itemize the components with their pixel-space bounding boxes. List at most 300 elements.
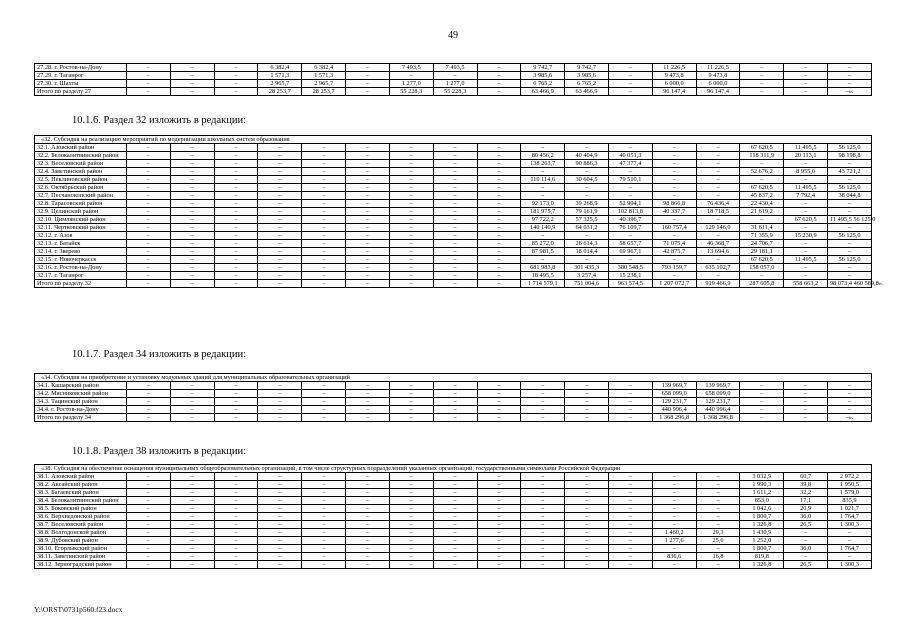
- table-cell: –: [565, 256, 609, 264]
- table-cell: –: [433, 152, 477, 160]
- table-cell: –: [170, 390, 214, 398]
- table-cell: –: [302, 513, 346, 521]
- table-cell: –: [696, 513, 740, 521]
- table-cell: –: [389, 264, 433, 272]
- table-cell: –: [258, 553, 302, 561]
- table-cell: –: [521, 192, 565, 200]
- table-cell: 69 967,1: [608, 248, 652, 256]
- table-cell: –: [258, 561, 302, 569]
- table-cell: 1 800,7: [740, 513, 784, 521]
- table-cell: –: [389, 144, 433, 152]
- table-cell: –: [521, 561, 565, 569]
- table-cell: –: [302, 256, 346, 264]
- table-cell: 1 300,3: [828, 521, 872, 529]
- table-cell: –: [389, 208, 433, 216]
- table-cell: –: [608, 513, 652, 521]
- table-cell: –: [170, 398, 214, 406]
- table-cell: –: [521, 406, 565, 414]
- table-cell: –: [477, 561, 521, 569]
- table-cell: –: [346, 168, 390, 176]
- table-cell: –: [521, 390, 565, 398]
- table-cell: 1 571,3: [302, 72, 346, 80]
- table-cell: –: [477, 537, 521, 545]
- table-cell: –: [565, 192, 609, 200]
- table-cell: 2 965,7: [302, 80, 346, 88]
- table-cell: –: [127, 414, 171, 422]
- table-row: [35, 168, 872, 176]
- table-row: [35, 192, 872, 200]
- table-cell: –: [302, 561, 346, 569]
- table-cell: –: [170, 64, 214, 72]
- table-cell: –: [433, 72, 477, 80]
- row-label: 38.2. Аксайский район: [35, 481, 127, 489]
- table-cell: –: [258, 280, 302, 288]
- table-cell: –: [214, 144, 258, 152]
- table-cell: –: [696, 256, 740, 264]
- table-cell: 28 253,7: [258, 88, 302, 96]
- table-cell: 55 228,3: [433, 88, 477, 96]
- table-cell: –: [127, 481, 171, 489]
- table-cell: 52 676,2: [740, 168, 784, 176]
- table-cell: –: [214, 176, 258, 184]
- table-cell: –: [214, 521, 258, 529]
- table-cell: –: [258, 224, 302, 232]
- table-cell: 58 657,7: [608, 240, 652, 248]
- table-cell: 98 073,4 460 589,8».: [828, 280, 872, 288]
- table-cell: –: [608, 497, 652, 505]
- table-caption: «38. Субсидия на обеспечение оснащения муниципальных общеобразовательных организаций, в том числе структурных подразделений указанных организаций, государственными символами Российской Федерации: [35, 465, 872, 473]
- table-cell: –: [258, 481, 302, 489]
- table-cell: 6 765,2: [565, 80, 609, 88]
- table-cell: –: [696, 152, 740, 160]
- row-label: 38.4. Белокалитвинский район: [35, 497, 127, 505]
- table-cell: –: [302, 489, 346, 497]
- table-cell: –: [477, 553, 521, 561]
- table-cell: 45 837,2: [740, 192, 784, 200]
- row-label: 32.8. Тарасовский район: [35, 200, 127, 208]
- table-row: [35, 176, 872, 184]
- table-cell: 1 460,2: [652, 529, 696, 537]
- table-cell: –: [170, 216, 214, 224]
- table-cell: –: [170, 152, 214, 160]
- table-cell: –: [696, 232, 740, 240]
- table-cell: –: [521, 168, 565, 176]
- table-cell: –: [127, 272, 171, 280]
- table-cell: –: [608, 168, 652, 176]
- table-row: [35, 208, 872, 216]
- table-cell: –: [127, 553, 171, 561]
- table-cell: –: [302, 192, 346, 200]
- table-cell: –: [477, 160, 521, 168]
- table-cell: –: [433, 176, 477, 184]
- table-cell: –: [433, 168, 477, 176]
- table-cell: 11 495,5: [784, 256, 828, 264]
- table-cell: –: [608, 72, 652, 80]
- heading-section-34: 10.1.7. Раздел 34 изложить в редакции:: [72, 349, 247, 360]
- table-cell: –: [302, 398, 346, 406]
- table-row: [35, 152, 872, 160]
- table-cell: 96 147,4: [652, 88, 696, 96]
- table-cell: –: [258, 144, 302, 152]
- table-cell: –: [346, 521, 390, 529]
- table-cell: –: [565, 561, 609, 569]
- table-cell: –: [608, 256, 652, 264]
- table-cell: 1 764,7: [828, 513, 872, 521]
- table-cell: –: [652, 256, 696, 264]
- table-cell: –: [828, 240, 872, 248]
- table-cell: –: [258, 521, 302, 529]
- table-cell: 129 231,7: [652, 398, 696, 406]
- table-cell: –: [565, 406, 609, 414]
- table-cell: 63 466,9: [565, 88, 609, 96]
- table-cell: 835,9: [828, 497, 872, 505]
- table-cell: –: [696, 272, 740, 280]
- table-cell: –: [346, 390, 390, 398]
- table-cell: –: [565, 398, 609, 406]
- table-cell: –: [214, 537, 258, 545]
- table-cell: –: [477, 272, 521, 280]
- row-label: 32.15. г. Новочеркасск: [35, 256, 127, 264]
- table-cell: –: [433, 184, 477, 192]
- table-cell: –: [608, 414, 652, 422]
- table-cell: –: [477, 481, 521, 489]
- table-cell: –: [127, 224, 171, 232]
- table-cell: –: [258, 232, 302, 240]
- table-cell: –: [433, 264, 477, 272]
- table-cell: 67 620,5: [740, 256, 784, 264]
- table-cell: –: [477, 88, 521, 96]
- table-cell: –: [214, 200, 258, 208]
- table-cell: –: [389, 406, 433, 414]
- table-cell: 139 969,7: [652, 382, 696, 390]
- table-cell: –: [127, 264, 171, 272]
- table-cell: –: [433, 497, 477, 505]
- table-cell: –: [784, 382, 828, 390]
- table-cell: –: [170, 272, 214, 280]
- table-cell: 64 031,2: [565, 224, 609, 232]
- table-cell: 1 571,3: [258, 72, 302, 80]
- table-cell: –: [127, 192, 171, 200]
- table-cell: –: [170, 160, 214, 168]
- table-cell: –: [258, 489, 302, 497]
- table-cell: –: [302, 216, 346, 224]
- table-cell: –: [346, 64, 390, 72]
- table-cell: –: [346, 224, 390, 232]
- table-cell: –: [214, 553, 258, 561]
- table-cell: –: [784, 224, 828, 232]
- table-cell: 26,5: [784, 521, 828, 529]
- table-cell: –: [433, 232, 477, 240]
- table-cell: –: [127, 80, 171, 88]
- table-cell: –: [389, 184, 433, 192]
- table-cell: –: [214, 168, 258, 176]
- table-cell: –: [258, 208, 302, 216]
- table-cell: –: [214, 545, 258, 553]
- table-cell: –: [389, 272, 433, 280]
- table-cell: 440 996,4: [696, 406, 740, 414]
- row-label: 32.9. Целинский район: [35, 208, 127, 216]
- table-cell: –: [477, 390, 521, 398]
- table-cell: –: [258, 513, 302, 521]
- table-row: [35, 513, 872, 521]
- table-cell: –: [696, 489, 740, 497]
- table-cell: 40 404,9: [565, 152, 609, 160]
- table-cell: –: [346, 264, 390, 272]
- table-cell: –: [346, 537, 390, 545]
- table-cell: –: [477, 64, 521, 72]
- table-cell: 21 619,2: [740, 208, 784, 216]
- table-cell: –: [565, 521, 609, 529]
- table-cell: –: [258, 248, 302, 256]
- table-cell: –: [302, 545, 346, 553]
- table-cell: –: [302, 144, 346, 152]
- table-cell: –: [127, 537, 171, 545]
- table-cell: –: [608, 537, 652, 545]
- table-cell: –: [258, 406, 302, 414]
- table-cell: 3 985,6: [521, 72, 565, 80]
- table-cell: –: [258, 184, 302, 192]
- table-cell: 9 742,7: [565, 64, 609, 72]
- table-cell: –: [389, 382, 433, 390]
- table-cell: –: [302, 160, 346, 168]
- table-cell: 36,0: [784, 513, 828, 521]
- table-cell: –: [784, 406, 828, 414]
- table-row: [35, 537, 872, 545]
- table-cell: –: [214, 248, 258, 256]
- table-cell: 98 866,8: [652, 200, 696, 208]
- table-cell: –: [652, 216, 696, 224]
- table-cell: –: [214, 192, 258, 200]
- table-cell: –: [214, 406, 258, 414]
- table-cell: –: [170, 176, 214, 184]
- table-row: [35, 280, 872, 288]
- table-cell: –: [784, 414, 828, 422]
- table-cell: –: [565, 529, 609, 537]
- table-cell: –: [170, 184, 214, 192]
- table-cell: –: [389, 152, 433, 160]
- table-cell: –: [608, 553, 652, 561]
- table-cell: –: [477, 208, 521, 216]
- table-cell: 71 075,4: [652, 240, 696, 248]
- table-cell: 80 456,2: [521, 152, 565, 160]
- table-cell: –: [608, 529, 652, 537]
- table-cell: –: [565, 414, 609, 422]
- table-cell: –: [214, 390, 258, 398]
- table-cell: 67 620,5: [740, 144, 784, 152]
- table-cell: 29,3: [696, 529, 740, 537]
- table-cell: 18 014,4: [565, 248, 609, 256]
- table-cell: 15 238,1: [608, 272, 652, 280]
- table-cell: –: [214, 80, 258, 88]
- table-cell: –: [127, 184, 171, 192]
- table-cell: –: [740, 272, 784, 280]
- table-cell: –: [214, 561, 258, 569]
- table-row: [35, 144, 872, 152]
- table-cell: –: [784, 553, 828, 561]
- table-cell: –: [828, 80, 872, 88]
- table-cell: –: [389, 505, 433, 513]
- table-cell: –: [258, 152, 302, 160]
- table-cell: –: [608, 473, 652, 481]
- row-label: 32.11. Чертковский район: [35, 224, 127, 232]
- table-cell: –: [389, 497, 433, 505]
- table-cell: 9 742,7: [521, 64, 565, 72]
- table-cell: –: [127, 256, 171, 264]
- table-cell: –: [521, 537, 565, 545]
- table-cell: 7 493,5: [433, 64, 477, 72]
- table-cell: 11 226,5: [696, 64, 740, 72]
- table-cell: –: [389, 481, 433, 489]
- table-cell: –: [346, 473, 390, 481]
- table-cell: –: [521, 513, 565, 521]
- table-cell: –: [127, 390, 171, 398]
- table-cell: –: [302, 529, 346, 537]
- table-cell: –: [477, 240, 521, 248]
- table-cell: 76 436,4: [696, 200, 740, 208]
- table-cell: –: [302, 406, 346, 414]
- table-cell: –: [170, 80, 214, 88]
- table-cell: –: [346, 184, 390, 192]
- table-cell: –: [346, 382, 390, 390]
- table-cell: –: [346, 280, 390, 288]
- table-cell: –: [127, 529, 171, 537]
- table-cell: –: [784, 88, 828, 96]
- table-cell: –: [127, 248, 171, 256]
- table-cell: –: [127, 160, 171, 168]
- section-34-table: [34, 373, 872, 422]
- table-cell: –: [477, 256, 521, 264]
- table-cell: –: [214, 64, 258, 72]
- table-cell: –: [433, 200, 477, 208]
- table-cell: 380 548,5: [608, 264, 652, 272]
- table-cell: 1 990,3: [740, 481, 784, 489]
- table-cell: –: [214, 529, 258, 537]
- table-cell: –: [214, 489, 258, 497]
- table-cell: –: [521, 505, 565, 513]
- table-cell: –: [258, 382, 302, 390]
- table-row: [35, 489, 872, 497]
- table-cell: –: [346, 272, 390, 280]
- table-cell: –: [608, 545, 652, 553]
- table-cell: –: [127, 521, 171, 529]
- table-cell: –: [346, 398, 390, 406]
- table-cell: 11 495,5: [784, 144, 828, 152]
- table-cell: 36,0: [784, 545, 828, 553]
- table-cell: 90 886,3: [565, 160, 609, 168]
- table-cell: –: [127, 505, 171, 513]
- table-cell: –: [740, 390, 784, 398]
- table-cell: –: [608, 232, 652, 240]
- heading-section-32: 10.1.6. Раздел 32 изложить в редакции:: [72, 115, 247, 126]
- table-cell: –: [433, 398, 477, 406]
- table-cell: –: [346, 72, 390, 80]
- table-cell: –: [302, 224, 346, 232]
- table-cell: –: [433, 406, 477, 414]
- table-cell: 160 757,4: [652, 224, 696, 232]
- table-cell: –: [565, 382, 609, 390]
- row-label: 32.1. Азовский район: [35, 144, 127, 152]
- table-cell: –: [258, 200, 302, 208]
- table-cell: –: [346, 152, 390, 160]
- table-cell: –: [652, 184, 696, 192]
- table-cell: –: [170, 414, 214, 422]
- table-cell: –: [258, 414, 302, 422]
- table-cell: 6 765,2: [521, 80, 565, 88]
- table-cell: –: [170, 497, 214, 505]
- table-cell: –: [828, 537, 872, 545]
- table-cell: –: [346, 248, 390, 256]
- table-cell: –: [127, 208, 171, 216]
- table-cell: –: [346, 216, 390, 224]
- table-cell: 963 574,5: [608, 280, 652, 288]
- row-label: 32.12. г. Азов: [35, 232, 127, 240]
- table-cell: 1 368 296,8: [652, 414, 696, 422]
- table-cell: –: [389, 192, 433, 200]
- table-cell: –: [389, 240, 433, 248]
- table-cell: –: [784, 240, 828, 248]
- table-cell: –: [433, 489, 477, 497]
- table-cell: –: [258, 176, 302, 184]
- table-cell: –: [784, 537, 828, 545]
- table-cell: –: [214, 382, 258, 390]
- table-cell: 1 326,8: [740, 561, 784, 569]
- row-label: 32.7. Песчанокопский район: [35, 192, 127, 200]
- table-cell: –: [127, 72, 171, 80]
- table-row: [35, 184, 872, 192]
- table-cell: –: [127, 232, 171, 240]
- table-cell: –: [170, 489, 214, 497]
- table-cell: –: [433, 553, 477, 561]
- table-cell: 39 268,9: [565, 200, 609, 208]
- table-cell: –: [740, 72, 784, 80]
- table-cell: 18 495,5: [521, 272, 565, 280]
- table-cell: –: [652, 144, 696, 152]
- table-cell: –: [214, 264, 258, 272]
- table-cell: 40 337,7: [652, 208, 696, 216]
- table-cell: –: [127, 497, 171, 505]
- table-cell: 287 605,8: [740, 280, 784, 288]
- table-cell: –: [170, 88, 214, 96]
- table-cell: –: [433, 382, 477, 390]
- table-cell: 6 382,4: [258, 64, 302, 72]
- table-cell: –: [214, 88, 258, 96]
- table-cell: 440 996,4: [652, 406, 696, 414]
- table-cell: –: [784, 264, 828, 272]
- table-cell: –: [477, 152, 521, 160]
- table-cell: –: [389, 248, 433, 256]
- table-row: [35, 406, 872, 414]
- table-cell: 11 226,5: [652, 64, 696, 72]
- table-cell: –: [696, 561, 740, 569]
- table-cell: 635 102,7: [696, 264, 740, 272]
- table-cell: 1 277,0: [389, 80, 433, 88]
- table-row: [35, 216, 872, 224]
- table-cell: 1 277,0: [433, 80, 477, 88]
- table-cell: –: [214, 513, 258, 521]
- table-cell: –: [433, 537, 477, 545]
- table-cell: 118 311,9: [740, 152, 784, 160]
- table-cell: –: [565, 497, 609, 505]
- table-cell: 85 272,0: [521, 240, 565, 248]
- table-caption: «34. Субсидия на приобретение и установку модульных зданий для муниципальных образовательных организаций: [35, 374, 872, 382]
- table-cell: –: [214, 398, 258, 406]
- row-label: 32.14. г. Зверево: [35, 248, 127, 256]
- table-cell: –: [127, 216, 171, 224]
- table-cell: –: [433, 280, 477, 288]
- table-cell: –: [784, 160, 828, 168]
- table-cell: 140 140,9: [521, 224, 565, 232]
- table-cell: 158 057,0: [740, 264, 784, 272]
